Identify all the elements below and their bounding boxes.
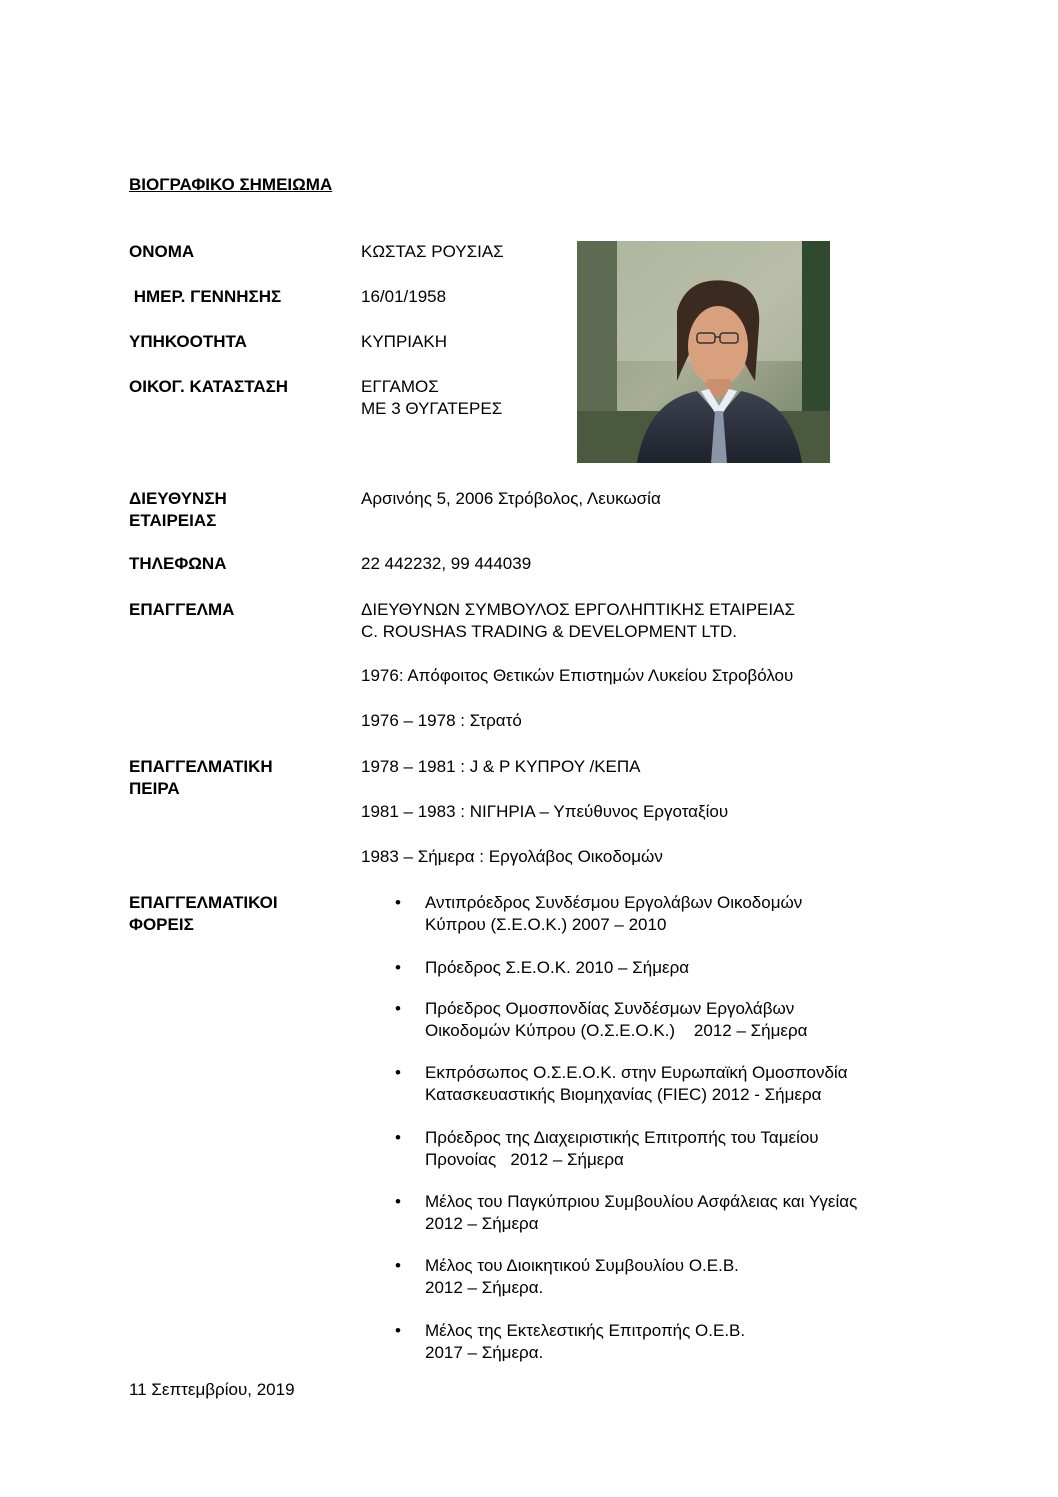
experience-label bbox=[129, 756, 273, 800]
list-item-line: Αντιπρόεδρος Συνδέσμου Εργολάβων Οικοδομών bbox=[425, 893, 803, 912]
list-item-text bbox=[425, 892, 802, 936]
nationality-label: ΥΠΗΚΟΟΤΗΤΑ bbox=[129, 332, 247, 351]
profession-label: ΕΠΑΓΓΕΛΜΑ bbox=[129, 600, 235, 619]
list-item-text bbox=[425, 957, 689, 979]
document-title: ΒΙΟΓΡΑΦΙΚΟ ΣΗΜΕΙΩΜΑ bbox=[129, 175, 333, 194]
company-address-label bbox=[129, 488, 227, 532]
list-item-line: Μέλος της Εκτελεστικής Επιτροπής Ο.Ε.Β. bbox=[425, 1321, 746, 1340]
marital-status-line: ΕΓΓΑΜΟΣ bbox=[361, 377, 439, 396]
nationality-value: ΚΥΠΡΙΑΚΗ bbox=[361, 332, 447, 351]
marital-status-line: ΜΕ 3 ΘΥΓΑΤΕΡΕΣ bbox=[361, 399, 503, 418]
list-item-line: 2017 – Σήμερα. bbox=[425, 1343, 544, 1362]
marital-status-label: ΟΙΚΟΓ. ΚΑΤΑΣΤΑΣΗ bbox=[129, 377, 289, 396]
list-item-text bbox=[425, 1191, 857, 1235]
bullet-icon: • bbox=[395, 893, 401, 912]
birth-date-label: ΗΜΕΡ. ΓΕΝΝΗΣΗΣ bbox=[129, 287, 282, 306]
experience-entry: 1983 – Σήμερα : Εργολάβος Οικοδομών bbox=[361, 847, 663, 866]
marital-status-value bbox=[361, 376, 502, 420]
list-item-line: Πρόεδρος Ομοσπονδίας Συνδέσμων Εργολάβων bbox=[425, 999, 795, 1018]
label-line: ΕΤΑΙΡΕΙΑΣ bbox=[129, 511, 217, 530]
bodies-label bbox=[129, 892, 278, 936]
label-line: ΕΠΑΓΓΕΛΜΑΤΙΚΗ bbox=[129, 757, 273, 776]
list-item-line: Εκπρόσωπος Ο.Σ.Ε.Ο.Κ. στην Ευρωπαϊκή Ομοσπονδία bbox=[425, 1063, 848, 1082]
experience-entry: 1981 – 1983 : ΝΙΓΗΡΙΑ – Υπεύθυνος Εργοταξίου bbox=[361, 802, 729, 821]
label-line: ΔΙΕΥΘΥΝΣΗ bbox=[129, 489, 227, 508]
list-item-line: Μέλος του Διοικητικού Συμβουλίου Ο.Ε.Β. bbox=[425, 1256, 739, 1275]
list-item-line: Πρόεδρος της Διαχειριστικής Επιτροπής του Ταμείου bbox=[425, 1128, 819, 1147]
bullet-icon: • bbox=[395, 999, 401, 1018]
list-item-text bbox=[425, 1062, 848, 1106]
experience-entry: 1978 – 1981 : J & P ΚΥΠΡΟΥ /ΚΕΠΑ bbox=[361, 757, 641, 776]
list-item-text bbox=[425, 998, 807, 1042]
bullet-icon: • bbox=[395, 1128, 401, 1147]
list-item-line: Πρόεδρος Σ.Ε.Ο.Κ. 2010 – Σήμερα bbox=[425, 958, 690, 977]
company-address-value: Αρσινόης 5, 2006 Στρόβολος, Λευκωσία bbox=[361, 489, 661, 508]
phones-label: ΤΗΛΕΦΩΝΑ bbox=[129, 554, 227, 573]
bullet-icon: • bbox=[395, 1063, 401, 1082]
list-item-line: Μέλος του Παγκύπριου Συμβουλίου Ασφάλειας και Υγείας bbox=[425, 1192, 858, 1211]
bullet-icon: • bbox=[395, 958, 401, 977]
portrait-photo bbox=[577, 241, 830, 463]
birth-date-value: 16/01/1958 bbox=[361, 287, 447, 306]
experience-entry: 1976: Απόφοιτος Θετικών Επιστημών Λυκείου Στροβόλου bbox=[361, 666, 794, 685]
list-item-text bbox=[425, 1127, 819, 1171]
profession-value bbox=[361, 599, 795, 643]
bullet-icon: • bbox=[395, 1321, 401, 1340]
list-item-line: 2012 – Σήμερα. bbox=[425, 1278, 544, 1297]
list-item-line: Οικοδομών Κύπρου (Ο.Σ.Ε.Ο.Κ.) 2012 – Σήμερα bbox=[425, 1021, 808, 1040]
name-value: ΚΩΣΤΑΣ ΡΟΥΣΙΑΣ bbox=[361, 242, 504, 261]
list-item-line: Προνοίας 2012 – Σήμερα bbox=[425, 1150, 624, 1169]
experience-entry: 1976 – 1978 : Στρατό bbox=[361, 711, 522, 730]
bullet-icon: • bbox=[395, 1256, 401, 1275]
list-item-text bbox=[425, 1255, 739, 1299]
label-line: ΕΠΑΓΓΕΛΜΑΤΙΚΟΙ bbox=[129, 893, 278, 912]
footer-date: 11 Σεπτεμβρίου, 2019 bbox=[129, 1380, 295, 1399]
list-item-line: Κύπρου (Σ.Ε.Ο.Κ.) 2007 – 2010 bbox=[425, 915, 667, 934]
bullet-icon: • bbox=[395, 1192, 401, 1211]
name-label: ΟΝΟΜΑ bbox=[129, 242, 195, 261]
list-item-line: 2012 – Σήμερα bbox=[425, 1214, 539, 1233]
list-item-line: Κατασκευαστικής Βιομηχανίας (FIEC) 2012 - Σήμερα bbox=[425, 1085, 822, 1104]
phones-value: 22 442232, 99 444039 bbox=[361, 554, 532, 573]
profession-line: C. ROUSHAS TRADING & DEVELOPMENT LTD. bbox=[361, 622, 737, 641]
label-line: ΦΟΡΕΙΣ bbox=[129, 915, 194, 934]
label-line: ΠΕΙΡΑ bbox=[129, 779, 180, 798]
list-item-text bbox=[425, 1320, 745, 1364]
profession-line: ΔΙΕΥΘΥΝΩΝ ΣΥΜΒΟΥΛΟΣ ΕΡΓΟΛΗΠΤΙΚΗΣ ΕΤΑΙΡΕΙΑΣ bbox=[361, 600, 795, 619]
